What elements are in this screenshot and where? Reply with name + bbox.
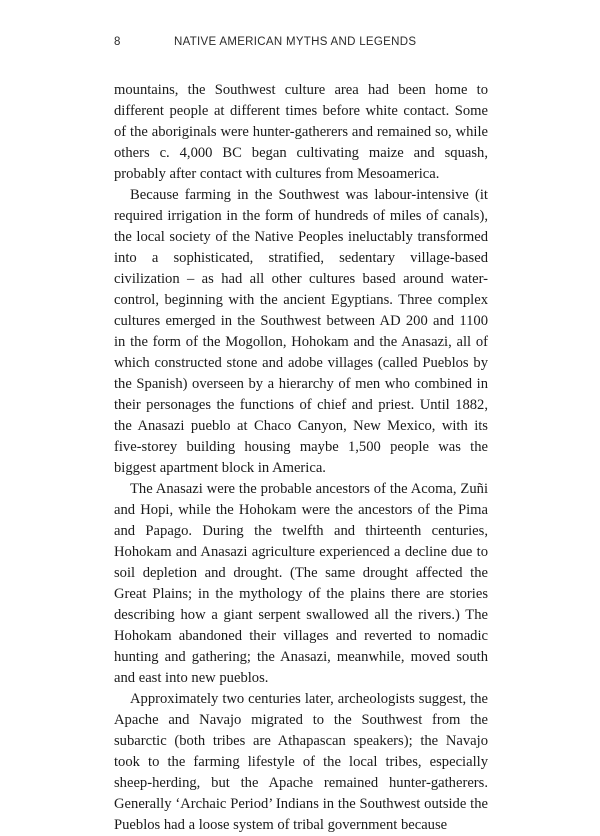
paragraph-4: Approximately two centuries later, archeologists suggest, the Apache and Navajo migrated to the Southwest from the subarctic (both tribes are Athapascan speakers); the Navajo took to the farming lifestyle of the local tribes, especially sheep-herding, but the Apache remained hunter-gatherers. Generally ‘Archaic Period’ Indians in the Southwest outside the Pueblos had a loose system of tribal government because [114, 691, 488, 833]
page-number: 8 [114, 36, 121, 48]
paragraph-2: Because farming in the Southwest was labour-intensive (it required irrigation in the form of hundreds of miles of canals), the local society of the Native Peoples ineluctably transformed into a sophisticated, stratified, sedentary village-based civilization – as had all other cultures based around water-control, beginning with the ancient Egyptians. Three complex cultures emerged in the Southwest between AD 200 and 1100 in the form of the Mogollon, Hohokam and the Anasazi, all of which constructed stone and adobe villages (called Pueblos by the Spanish) overseen by a hierarchy of men who combined in their personages the functions of chief and priest. Until 1882, the Anasazi pueblo at Chaco Canyon, New Mexico, with its five-storey building housing maybe 1,500 people was the biggest apartment block in America. [114, 187, 488, 476]
paragraph-1: mountains, the Southwest culture area had been home to different people at different times before white contact. Some of the aboriginals were hunter-gatherers and remained so, while others c. 4,000 BC began cultivating maize and squash, probably after contact with cultures from Mesoamerica. [114, 82, 488, 182]
body-text [114, 80, 488, 836]
paragraph-3: The Anasazi were the probable ancestors of the Acoma, Zuñi and Hopi, while the Hohokam were the ancestors of the Pima and Papago. During the twelfth and thirteenth centuries, Hohokam and Anasazi agriculture experienced a decline due to soil depletion and drought. (The same drought affected the Great Plains; in the mythology of the plains there are stories describing how a giant serpent swallowed all the rivers.) The Hohokam abandoned their villages and reverted to nomadic hunting and gathering; the Anasazi, meanwhile, moved south and east into new pueblos. [114, 481, 488, 686]
book-title: NATIVE AMERICAN MYTHS AND LEGENDS [174, 36, 417, 48]
running-head [114, 36, 488, 54]
